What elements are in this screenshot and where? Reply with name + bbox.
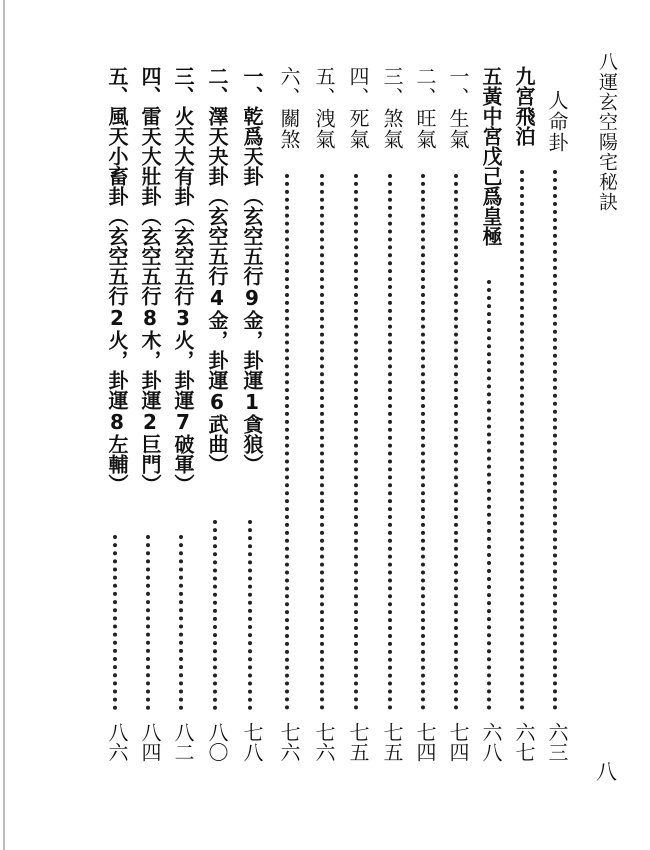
dot-leader (320, 174, 324, 710)
toc-entry[interactable] (272, 0, 302, 850)
toc-entry-page: 七四 (446, 722, 470, 762)
toc-entry-page: 八六 (105, 722, 129, 762)
toc-entry-page: 六七 (512, 722, 536, 762)
toc-entry-page: 七六 (312, 722, 336, 762)
toc-entry-page: 八〇 (205, 722, 229, 762)
toc-entry[interactable] (341, 0, 371, 850)
toc-entry-title: 五、洩氣 (312, 66, 336, 150)
toc-entry-page: 八四 (138, 722, 162, 762)
dot-leader (421, 174, 425, 710)
dot-leader (113, 535, 117, 710)
toc-entry-title: 一、生氣 (446, 66, 470, 150)
toc-entry-page: 七四 (413, 722, 437, 762)
toc-entry[interactable] (408, 0, 438, 850)
toc-entry[interactable] (540, 0, 570, 850)
toc-entry-title: 五、風天小畜卦（玄空五行2火，卦運8左輔） (105, 66, 129, 494)
toc-entry-page: 七六 (277, 722, 301, 762)
toc-entry-page: 七五 (346, 722, 370, 762)
running-title: 八運玄空陽宅秘訣 (596, 52, 618, 212)
toc-entry-page: 七五 (380, 722, 404, 762)
toc-entry-page: 六八 (479, 722, 503, 762)
toc-entry[interactable] (474, 0, 504, 850)
toc-entry[interactable] (235, 0, 265, 850)
toc-entry-page: 七八 (240, 722, 264, 762)
toc-entry[interactable] (133, 0, 163, 850)
toc-entry-title: 一、乾爲天卦（玄空五行9金，卦運1貪狼） (240, 66, 264, 474)
toc-entry-title: 四、死氣 (346, 66, 370, 150)
toc-entry[interactable] (507, 0, 537, 850)
dot-leader (388, 174, 392, 710)
toc-entry-title: 三、煞氣 (380, 66, 404, 150)
toc-entry-page: 八二 (171, 722, 195, 762)
toc-entry-title: 四、雷天大壯卦（玄空五行8木，卦運2巨門） (138, 66, 162, 494)
dot-leader (553, 170, 557, 710)
page-edge (3, 0, 5, 850)
toc-entry-title: 九宮飛泊 (512, 66, 536, 146)
page-number: 八 (596, 760, 617, 784)
dot-leader (248, 520, 252, 710)
dot-leader (179, 535, 183, 710)
toc-entry[interactable] (441, 0, 471, 850)
toc-entry-title: 二、旺氣 (413, 66, 437, 150)
dot-leader (487, 280, 491, 710)
toc-entry-page: 六三 (545, 722, 569, 762)
dot-leader (285, 174, 289, 710)
toc-entry[interactable] (166, 0, 196, 850)
dot-leader (454, 174, 458, 710)
toc-entry-title: 五黃中宮戊己爲皇極 (479, 66, 503, 246)
dot-leader (520, 170, 524, 710)
toc-entry[interactable] (307, 0, 337, 850)
toc-entry-title: 二、澤天夬卦（玄空五行4金，卦運6武曲） (205, 66, 229, 474)
dot-leader (354, 174, 358, 710)
toc-entry-title: 人命卦 (545, 90, 569, 153)
dot-leader (213, 520, 217, 710)
toc-entry[interactable] (200, 0, 230, 850)
dot-leader (146, 535, 150, 710)
toc-entry[interactable] (100, 0, 130, 850)
toc-entry-title: 六、關煞 (277, 66, 301, 150)
toc-entry[interactable] (375, 0, 405, 850)
toc-entry-title: 三、火天大有卦（玄空五行3火，卦運7破軍） (171, 66, 195, 494)
